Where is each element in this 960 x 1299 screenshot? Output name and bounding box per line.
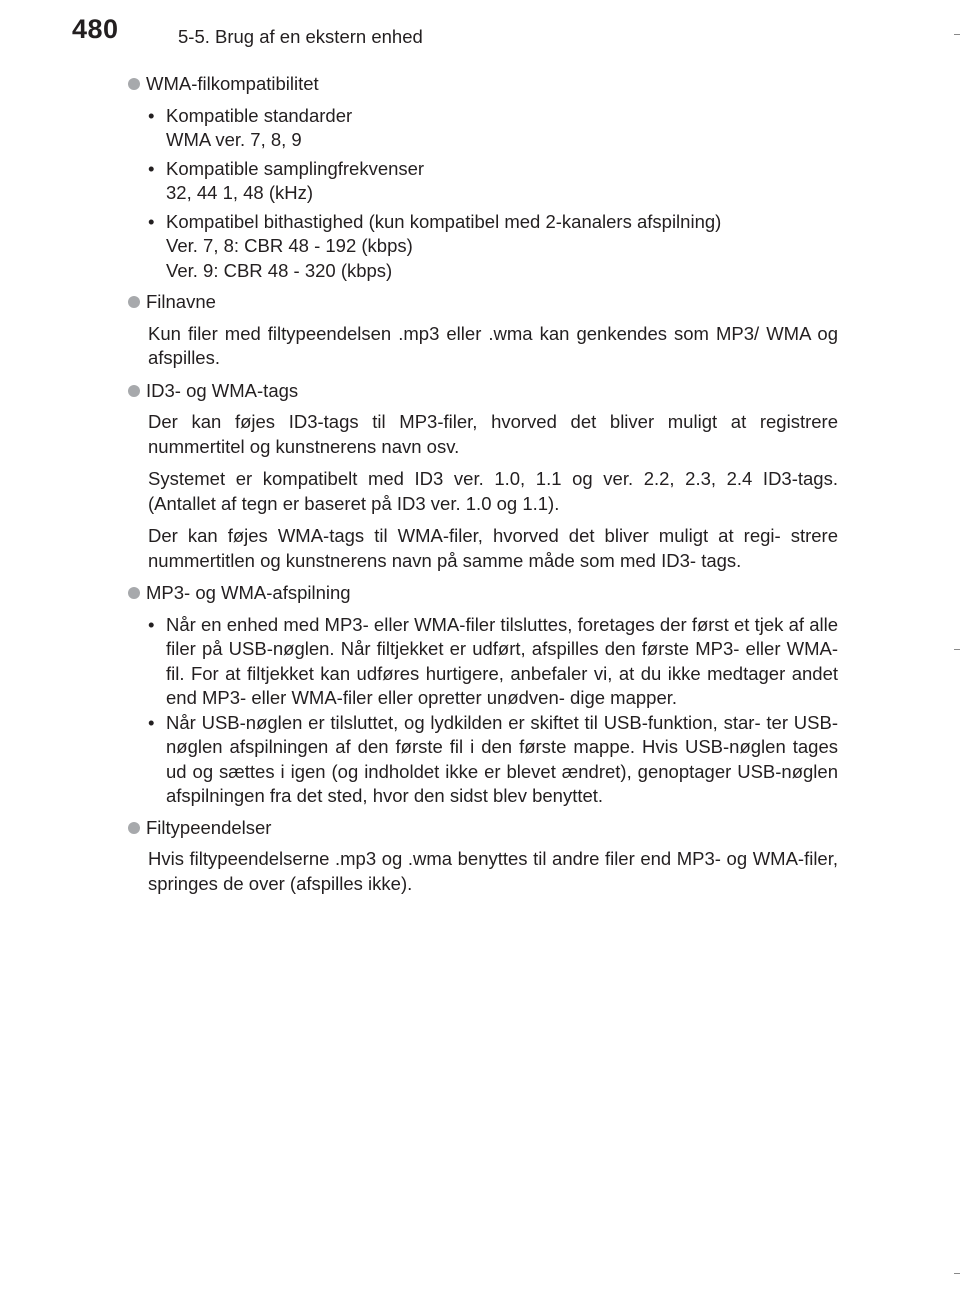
section-heading-text: Filnavne bbox=[146, 291, 216, 312]
list-item-text: Når en enhed med MP3- eller WMA-filer tilsluttes, foretages der først et tjek af alle filer på USB-nøglen. Når filtjekket er udført, afspilles den første MP3- eller WMA-fil. For at filtjekket kan udføres hurtigere, anbefaler vi, at du ikke medtager andet end MP3- eller WMA-filer eller opretter unødven- dige mapper. bbox=[166, 613, 838, 708]
bullet-list bbox=[148, 613, 838, 809]
bullet-dot-icon: • bbox=[148, 613, 155, 635]
paragraph: Hvis filtypeendelserne .mp3 og .wma benyttes til andre filer end MP3- og WMA-filer, springes de over (afspilles ikke). bbox=[148, 848, 838, 894]
disc-bullet-icon bbox=[128, 296, 140, 308]
disc-bullet-icon bbox=[128, 78, 140, 90]
bullet-dot-icon: • bbox=[148, 711, 155, 733]
bullet-list bbox=[148, 104, 838, 284]
crop-mark bbox=[954, 649, 960, 650]
list-item-detail: 32, 44 1, 48 (kHz) bbox=[166, 182, 314, 203]
list-item-detail: Ver. 9: CBR 48 - 320 (kbps) bbox=[166, 259, 393, 281]
list-item bbox=[148, 711, 838, 809]
disc-bullet-icon bbox=[128, 587, 140, 599]
paragraph: Systemet er kompatibelt med ID3 ver. 1.0, 1.1 og ver. 2.2, 2.3, 2.4 ID3-tags. (Antallet af tegn er baseret på ID3 ver. 1.0 og 1.1). bbox=[148, 468, 838, 514]
page-content bbox=[128, 72, 838, 904]
page-header bbox=[0, 0, 960, 58]
section-mp3-wma-playback bbox=[128, 581, 838, 809]
paragraph: Der kan føjes ID3-tags til MP3-filer, hvorved det bliver muligt at registrere nummertitel og kunstnerens navn osv. bbox=[148, 411, 838, 457]
section-file-extensions bbox=[128, 816, 838, 897]
list-item-text: Når USB-nøglen er tilsluttet, og lydkilden er skiftet til USB-funktion, star- ter USB-nøglen afspilningen af den første fil i den første mappe. Hvis USB-nøglen tages ud og sættes i igen (og indholdet ikke er blevet ændret), genoptager USB-nøglen afspilningen fra det sted, hvor den sidst blev benyttet. bbox=[166, 711, 838, 806]
section-heading-text: ID3- og WMA-tags bbox=[146, 379, 299, 401]
list-item bbox=[148, 613, 838, 711]
section-heading-text: WMA-filkompatibilitet bbox=[146, 73, 319, 94]
list-item bbox=[148, 210, 838, 284]
paragraph: Kun filer med filtypeendelsen .mp3 eller .wma kan genkendes som MP3/ WMA og afspilles. bbox=[148, 322, 838, 368]
section-heading bbox=[128, 290, 838, 315]
disc-bullet-icon bbox=[128, 822, 140, 834]
bullet-dot-icon: • bbox=[148, 157, 155, 179]
list-item-text: Kompatible samplingfrekvenser bbox=[166, 157, 425, 179]
bullet-dot-icon: • bbox=[148, 210, 155, 232]
page-number: 480 bbox=[72, 14, 119, 44]
paragraph: Der kan føjes WMA-tags til WMA-filer, hvorved det bliver muligt at regi- strere nummertitlen og kunstnerens navn på samme måde som med ID3- tags. bbox=[148, 525, 838, 571]
list-item-text: Kompatibel bithastighed (kun kompatibel med 2-kanalers afspilning) bbox=[166, 210, 722, 232]
section-filenames bbox=[128, 290, 838, 371]
section-id3-wma-tags bbox=[128, 379, 838, 574]
section-heading bbox=[128, 72, 838, 97]
disc-bullet-icon bbox=[128, 385, 140, 397]
list-item-detail: Ver. 7, 8: CBR 48 - 192 (kbps) bbox=[166, 235, 413, 256]
list-item bbox=[148, 157, 838, 206]
crop-mark bbox=[954, 34, 960, 35]
list-item bbox=[148, 104, 838, 153]
crop-mark bbox=[954, 1273, 960, 1274]
list-item-detail: WMA ver. 7, 8, 9 bbox=[166, 129, 302, 150]
section-heading bbox=[128, 816, 838, 841]
section-heading bbox=[128, 581, 838, 606]
section-wma-compatibility bbox=[128, 72, 838, 283]
section-heading bbox=[128, 379, 838, 404]
section-title: 5-5. Brug af en ekstern enhed bbox=[178, 26, 423, 47]
list-item-text: Kompatible standarder bbox=[166, 104, 353, 126]
bullet-dot-icon: • bbox=[148, 104, 155, 126]
section-heading-text: Filtypeendelser bbox=[146, 816, 272, 838]
section-heading-text: MP3- og WMA-afspilning bbox=[146, 582, 351, 603]
